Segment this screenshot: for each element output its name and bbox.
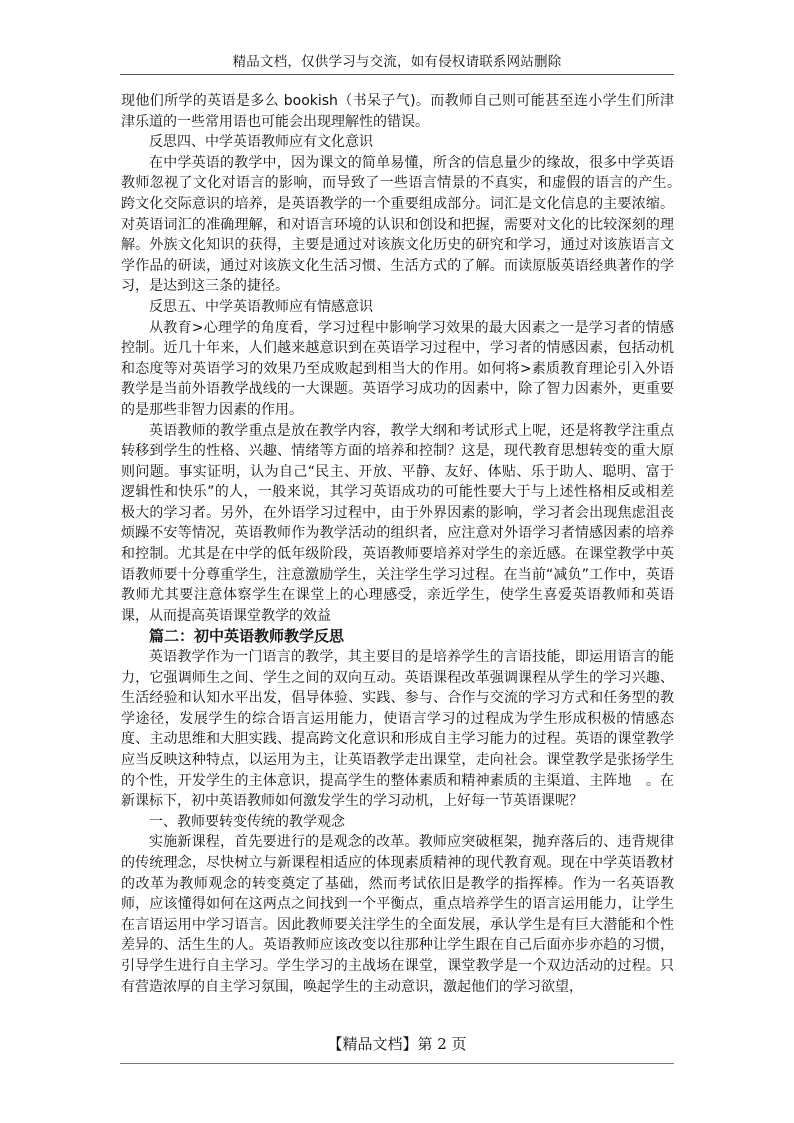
page-footer: 【精品文档】第 2 页 <box>327 1035 467 1053</box>
paragraph: 从教育>心理学的角度看，学习过程中影响学习效果的最大因素之一是学习者的情感控制。近几十年来，人们越来越意识到在英语学习过程中，学习者的情感因素，包括动机和态度等对英语学习的效果乃至成败起到相当大的作用。如何将>素质教育理论引入外语教学是当前外语教学战线的一大课题。英语学习成功的因素中，除了智力因素外，更重要的是那些非智力因素的作用。 <box>121 319 674 418</box>
paragraph: 实施新课程，首先要进行的是观念的改革。教师应突破框架，抛弃落后的、违背规律的传统理念，尽快树立与新课程相适应的体现素质精神的现代教育观。现在中学英语教材的改革为教师观念的转变奠定了基础，然而考试依旧是教学的指挥棒。作为一名英语教师，应该懂得如何在这两点之间找到一个平衡点，重点培养学生的语言运用能力，让学生在言语运用中学习语言。因此教师要关注学生的全面发展，承认学生是有巨大潜能和个性差异的、活生生的人。英语教师应该改变以往那种让学生跟在自己后面亦步亦趋的习惯，引导学生进行自主学习。学生学习的主战场在课堂，课堂教学是一个双边活动的过程。只有营造浓厚的自主学习氛围，唤起学生的主动意识，激起他们的学习欲望， <box>121 834 674 995</box>
header-divider <box>120 74 674 75</box>
footer-divider <box>120 1063 674 1064</box>
section-title-1: 一、教师要转变传统的教学观念 <box>149 813 345 830</box>
section-title-reflection-5: 反思五、中学英语教师应有情感意识 <box>149 298 373 315</box>
section-title-reflection-4: 反思四、中学英语教师应有文化意识 <box>149 134 373 151</box>
document-body <box>121 91 693 997</box>
paragraph: 在中学英语的教学中，因为课文的简单易懂，所含的信息量少的缘故，很多中学英语教师忽视了文化对语言的影响，而导致了一些语言情景的不真实，和虚假的语言的产生。 跨文化交际意识的培养，是英语教学的一个重要组成部分。词汇是文化信息的主要浓缩。对英语词汇的准确理解，和对语言环境的认识和创设和把握，需要对文化的比较深刻的理解。外族文化知识的获得，主要是通过对该族文化历史的研究和学习，通过对该族语言文学作品的研读，通过对该族文化生活习惯、生活方式的了解。而读原版英语经典著作的学习，是达到这三条的捷径。 <box>121 154 693 295</box>
paragraph: 英语教师的教学重点是放在教学内容，教学大纲和考试形式上呢，还是将教学注重点转移到学生的性格、兴趣、情绪等方面的培养和控制？这是，现代教育思想转变的重大原则问题。事实证明，认为自己“民主、开放、平静、友好、体贴、乐于助人、聪明、富于逻辑性和快乐”的人，一般来说，其学习英语成功的可能性要大于与上述性格相反或相差极大的学习者。另外，在外语学习过程中，由于外界因素的影响，学习者会出现焦虑沮丧烦躁不安等情况，英语教师作为教学活动的组织者，应注意对外语学习者情感因素的培养和控制。尤其是在中学的低年级阶段，英语教师要培养对学生的亲近感。在课堂教学中英语教师要十分尊重学生，注意激励学生，关注学生学习过程。在当前“减负”工作中，英语教师尤其要注意体察学生在课堂上的心理感受，亲近学生，使学生喜爱英语教师和英语课，从而提高英语课堂教学的效益 <box>121 422 674 624</box>
article-heading-part-2: 篇二：初中英语教师教学反思 <box>149 627 345 646</box>
page-header: 精品文档，仅供学习与交流，如有侵权请联系网站删除 <box>232 54 562 70</box>
paragraph: 英语教学作为一门语言的教学，其主要目的是培养学生的言语技能，即运用语言的能力，它强调师生之间、学生之间的双向互动。英语课程改革强调课程从学生的学习兴趣、生活经验和认知水平出发，倡导体验、实践、参与、合作与交流的学习方式和任务型的教学途径，发展学生的综合语言运用能力，使语言学习的过程成为学生形成积极的情感态度、主动思维和大胆实践、提高跨文化意识和形成自主学习能力的过程。英语的课堂教学应当反映这种特点，以运用为主，让英语教学走出课堂，走向社会。课堂教学是张扬学生的个性，开发学生的主体意识，提高学生的整体素质和精神素质的主渠道、主阵地 。在新课标下，初中英语教师如何激发学生的学习动机，上好每一节英语课呢？ <box>121 649 674 810</box>
paragraph: 现他们所学的英语是多么 bookish（书呆子气)。而教师自己则可能甚至连小学生们所津津乐道的一些常用语也可能会出现理解性的错误。 <box>121 93 674 130</box>
